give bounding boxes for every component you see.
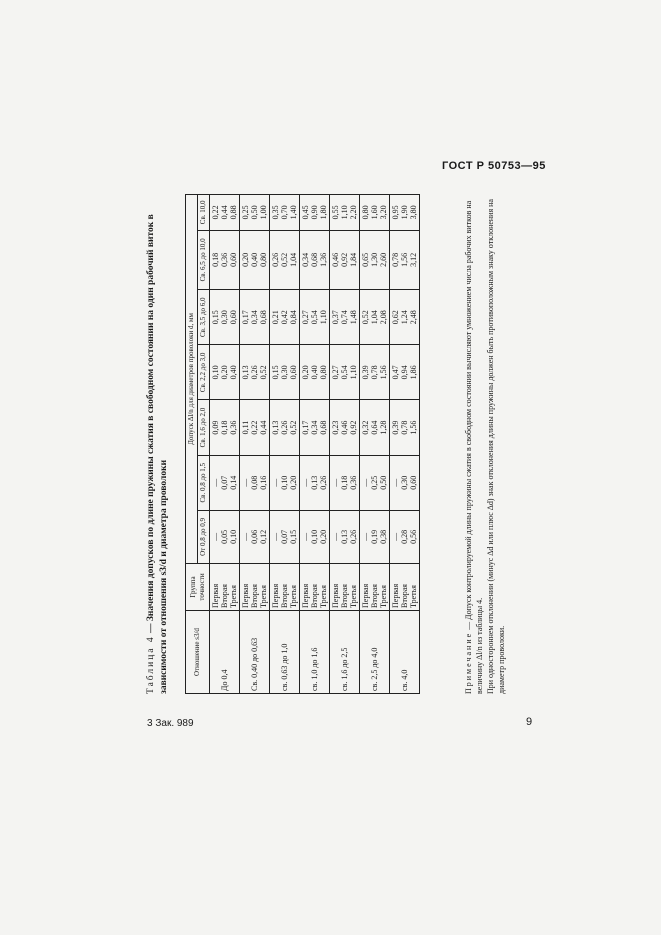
tolerance-value: 0,30 (220, 310, 229, 325)
tolerance-value: 0,23 (331, 420, 340, 435)
tolerance-cell (210, 290, 240, 345)
tolerance-value: 0,10 (280, 475, 289, 490)
tolerance-value: — (361, 532, 370, 541)
group-name: Первая (241, 583, 250, 608)
table-row (270, 195, 300, 694)
tolerance-value: 0,84 (289, 310, 298, 325)
group-cell (390, 564, 420, 611)
tolerance-value: 0,26 (280, 420, 289, 435)
tolerance-value: 0,26 (271, 252, 280, 267)
diameter-header: Св. 1,6 до 2,0 (198, 400, 210, 455)
tolerance-value: 1,28 (379, 420, 388, 435)
tolerance-value: 0,26 (250, 365, 259, 380)
group-cell (210, 564, 240, 611)
tolerance-value: 0,18 (211, 252, 220, 267)
tolerance-cell (270, 455, 300, 510)
note-label: Примечание (464, 631, 473, 694)
tolerance-value: 3,20 (379, 205, 388, 220)
group-name: Третья (409, 585, 418, 608)
tolerance-cell (300, 455, 330, 510)
tolerance-cell (390, 230, 420, 290)
ratio-cell: св. 1,6 до 2,5 (330, 611, 360, 694)
tolerance-cell (240, 345, 270, 400)
tolerance-value: — (241, 478, 250, 487)
tolerance-cell (270, 345, 300, 400)
header-tolerance: Допуск Δl/n для диаметров проволоки d, мм (186, 195, 198, 564)
tolerance-value: 0,11 (241, 420, 250, 435)
tolerance-value: — (271, 532, 280, 541)
tolerance-value: 0,40 (310, 365, 319, 380)
tolerance-value: 0,36 (229, 420, 238, 435)
document-id: ГОСТ Р 50753—95 (442, 160, 546, 172)
tolerance-value: — (271, 478, 280, 487)
tolerance-value: 0,52 (289, 420, 298, 435)
tolerance-cell (330, 195, 360, 231)
tolerance-value: 0,65 (361, 252, 370, 267)
tolerance-value: 1,86 (409, 365, 418, 380)
tolerance-value: 1,04 (289, 252, 298, 267)
tolerance-cell (360, 510, 390, 563)
table-caption (145, 194, 171, 694)
tolerance-value: 0,45 (301, 205, 310, 220)
tolerance-value: 0,60 (229, 310, 238, 325)
tolerance-value: 0,39 (391, 420, 400, 435)
tolerance-value: 0,20 (289, 475, 298, 490)
tolerance-cell (330, 510, 360, 563)
tolerance-cell (270, 400, 300, 455)
group-name: Первая (301, 583, 310, 608)
table-body (210, 195, 420, 694)
tolerance-value: 1,36 (319, 252, 328, 267)
header-tolerance-text: Допуск Δl/n для диаметров проволоки d (187, 325, 195, 445)
tolerance-value: 1,10 (340, 205, 349, 220)
tolerance-value: 3,12 (409, 252, 418, 267)
tolerance-cell (360, 345, 390, 400)
tolerance-value: 1,60 (370, 205, 379, 220)
tolerance-cell (390, 455, 420, 510)
tolerance-value: 0,05 (220, 529, 229, 544)
tolerance-value: — (331, 478, 340, 487)
tolerance-value: 0,10 (211, 365, 220, 380)
tolerance-cell (390, 195, 420, 231)
tolerance-cell (210, 455, 240, 510)
tolerance-value: — (211, 478, 220, 487)
tolerance-value: 1,90 (400, 205, 409, 220)
ratio-cell: св. 2,5 до 4,0 (360, 611, 390, 694)
tolerance-value: 0,18 (340, 475, 349, 490)
tolerance-value: 0,68 (319, 420, 328, 435)
table-row (330, 195, 360, 694)
tolerance-cell (360, 400, 390, 455)
tolerance-cell (210, 230, 240, 290)
tolerance-value: 0,10 (310, 529, 319, 544)
diameter-header: Св. 3,5 до 6,0 (198, 290, 210, 345)
tolerance-cell (300, 400, 330, 455)
diameter-header: Св. 10,0 (198, 195, 210, 231)
tolerance-cell (270, 195, 300, 231)
tolerance-cell (330, 455, 360, 510)
tolerance-value: 0,80 (361, 205, 370, 220)
tolerance-cell (270, 510, 300, 563)
tolerance-value: 2,08 (379, 310, 388, 325)
tolerance-value: 0,47 (391, 365, 400, 380)
tolerance-value: 0,26 (349, 529, 358, 544)
tolerance-value: 0,46 (331, 252, 340, 267)
group-name: Третья (349, 585, 358, 608)
ratio-cell: св. 0,63 до 1,0 (270, 611, 300, 694)
tolerance-cell (390, 345, 420, 400)
tolerance-value: 0,07 (280, 529, 289, 544)
tolerance-value: 0,09 (211, 420, 220, 435)
tolerance-value: 0,36 (349, 475, 358, 490)
diameter-header: Св. 0,8 до 1,5 (198, 455, 210, 510)
tolerance-value: 2,20 (349, 205, 358, 220)
ratio-cell: Св. 0,40 до 0,63 (240, 611, 270, 694)
tolerance-value: 0,40 (229, 365, 238, 380)
tolerance-cell (360, 230, 390, 290)
tolerance-value: 1,80 (319, 205, 328, 220)
tolerance-cell (210, 195, 240, 231)
tolerance-cell (300, 290, 330, 345)
tolerance-value: 0,44 (220, 205, 229, 220)
diameter-header: От 0,8 до 0,9 (198, 510, 210, 563)
tolerance-value: 0,56 (409, 529, 418, 544)
tolerance-value: 0,54 (310, 310, 319, 325)
tolerance-value: 0,36 (220, 252, 229, 267)
tolerance-value: 2,60 (379, 252, 388, 267)
header-group: Группа точности (186, 564, 210, 611)
group-cell (270, 564, 300, 611)
tolerance-cell (240, 455, 270, 510)
group-name: Вторая (250, 584, 259, 608)
tolerance-value: 0,62 (391, 310, 400, 325)
tolerance-value: 0,68 (310, 252, 319, 267)
tolerance-cell (210, 400, 240, 455)
tolerance-cell (360, 290, 390, 345)
tolerance-value: 0,88 (229, 205, 238, 220)
tolerance-value: 1,24 (400, 310, 409, 325)
tolerance-value: 0,60 (229, 252, 238, 267)
tolerance-cell (390, 290, 420, 345)
tolerance-value: 0,17 (301, 420, 310, 435)
tolerance-value: 0,17 (241, 310, 250, 325)
tolerance-value: 0,08 (250, 475, 259, 490)
tolerance-value: 0,20 (220, 365, 229, 380)
tolerance-value: 1,48 (349, 310, 358, 325)
tolerance-value: 0,38 (379, 529, 388, 544)
table-row (360, 195, 390, 694)
print-order: 3 Зак. 989 (147, 718, 194, 729)
tolerance-cell (330, 290, 360, 345)
tolerance-value: 0,95 (391, 205, 400, 220)
table-row (210, 195, 240, 694)
tolerance-value: 0,13 (310, 475, 319, 490)
tolerance-cell (330, 400, 360, 455)
tolerance-value: 0,25 (370, 475, 379, 490)
tolerance-value: 2,48 (409, 310, 418, 325)
note-line-2: При одностороннем отклонении (минус Δd или плюс Δd) знак отклонения длины пружины должен быть противоположным знаку отклонения на диаметр проволоки. (486, 199, 506, 694)
tolerance-value: 0,60 (289, 365, 298, 380)
group-name: Вторая (220, 584, 229, 608)
tolerance-value: — (331, 532, 340, 541)
group-name: Третья (259, 585, 268, 608)
tolerance-value: 0,92 (349, 420, 358, 435)
ratio-cell: св. 1,0 до 1,6 (300, 611, 330, 694)
tolerance-cell (240, 195, 270, 231)
group-cell (360, 564, 390, 611)
tolerance-value: 1,56 (400, 252, 409, 267)
ratio-cell: До 0,4 (210, 611, 240, 694)
tolerance-cell (300, 195, 330, 231)
tolerance-value: 0,54 (340, 365, 349, 380)
group-name: Вторая (340, 584, 349, 608)
table-row (390, 195, 420, 694)
tolerance-value: 0,15 (289, 529, 298, 544)
group-name: Первая (361, 583, 370, 608)
tolerance-value: 0,13 (271, 420, 280, 435)
header-unit: мм (187, 313, 195, 322)
tolerance-value: — (241, 532, 250, 541)
tolerance-value: 0,30 (280, 365, 289, 380)
tolerance-value: 1,10 (319, 310, 328, 325)
tolerance-value: 0,40 (250, 252, 259, 267)
tolerance-table (185, 194, 420, 694)
tolerance-value: 0,34 (310, 420, 319, 435)
tolerance-value: 0,19 (370, 529, 379, 544)
tolerance-cell (300, 345, 330, 400)
tolerance-value: 0,13 (340, 529, 349, 544)
tolerance-value: — (211, 532, 220, 541)
tolerance-value: 0,13 (241, 365, 250, 380)
tolerance-value: 0,35 (271, 205, 280, 220)
tolerance-value: — (391, 532, 400, 541)
tolerance-value: 0,44 (259, 420, 268, 435)
caption-label: Таблица 4 (146, 635, 156, 694)
tolerance-value: 0,22 (250, 420, 259, 435)
tolerance-value: 0,15 (211, 310, 220, 325)
tolerance-value: 0,28 (400, 529, 409, 544)
tolerance-value: 0,92 (340, 252, 349, 267)
tolerance-cell (300, 230, 330, 290)
tolerance-value: 1,56 (409, 420, 418, 435)
tolerance-value: 0,21 (271, 310, 280, 325)
tolerance-value: 0,15 (271, 365, 280, 380)
tolerance-value: 0,30 (400, 475, 409, 490)
tolerance-value: 0,20 (301, 365, 310, 380)
tolerance-value: 0,25 (241, 205, 250, 220)
tolerance-value: 0,39 (361, 365, 370, 380)
table-note (463, 194, 507, 694)
tolerance-value: 0,60 (409, 475, 418, 490)
tolerance-value: 0,52 (259, 365, 268, 380)
tolerance-cell (270, 290, 300, 345)
tolerance-value: — (391, 478, 400, 487)
group-name: Третья (229, 585, 238, 608)
tolerance-value: 0,34 (250, 310, 259, 325)
tolerance-value: 0,52 (280, 252, 289, 267)
tolerance-value: 0,20 (319, 529, 328, 544)
tolerance-cell (360, 455, 390, 510)
tolerance-value: 0,34 (301, 252, 310, 267)
tolerance-value: 0,90 (310, 205, 319, 220)
tolerance-value: 0,50 (250, 205, 259, 220)
group-name: Первая (211, 583, 220, 608)
caption-text: — Значения допусков по длине пружины сжатия в свободном состоянии на один рабочий виток в зависимости от отношения s3/d и диаметра проволоки (146, 214, 169, 694)
table-row (300, 195, 330, 694)
tolerance-value: 0,70 (280, 205, 289, 220)
tolerance-value: 0,22 (211, 205, 220, 220)
tolerance-value: 0,74 (340, 310, 349, 325)
group-name: Вторая (400, 584, 409, 608)
tolerance-value: 0,80 (259, 252, 268, 267)
tolerance-value: — (301, 532, 310, 541)
tolerance-value: 1,56 (379, 365, 388, 380)
group-name: Первая (271, 583, 280, 608)
tolerance-value: 0,37 (331, 310, 340, 325)
group-cell (300, 564, 330, 611)
tolerance-cell (270, 230, 300, 290)
tolerance-cell (210, 510, 240, 563)
tolerance-value: 3,80 (409, 205, 418, 220)
group-name: Третья (379, 585, 388, 608)
diameter-header: Св. 6,5 до 10,0 (198, 230, 210, 290)
tolerance-value: 1,04 (370, 310, 379, 325)
tolerance-value: 0,80 (319, 365, 328, 380)
tolerance-value: 0,32 (361, 420, 370, 435)
tolerance-value: 1,40 (289, 205, 298, 220)
tolerance-value: — (361, 478, 370, 487)
tolerance-value: 0,68 (259, 310, 268, 325)
group-name: Вторая (370, 584, 379, 608)
tolerance-value: 0,78 (400, 420, 409, 435)
tolerance-cell (240, 400, 270, 455)
tolerance-value: 1,84 (349, 252, 358, 267)
tolerance-value: 1,00 (259, 205, 268, 220)
tolerance-cell (240, 290, 270, 345)
tolerance-cell (240, 510, 270, 563)
tolerance-value: 0,14 (229, 475, 238, 490)
rotated-table-block (145, 194, 525, 694)
tolerance-value: 0,16 (259, 475, 268, 490)
tolerance-value: 0,18 (220, 420, 229, 435)
group-name: Вторая (280, 584, 289, 608)
tolerance-cell (300, 510, 330, 563)
tolerance-value: 0,20 (241, 252, 250, 267)
tolerance-value: 0,78 (391, 252, 400, 267)
tolerance-value: 0,12 (259, 529, 268, 544)
diameter-header: Св. 2,2 до 3,0 (198, 345, 210, 400)
tolerance-value: 0,55 (331, 205, 340, 220)
tolerance-value: 0,26 (319, 475, 328, 490)
group-name: Третья (319, 585, 328, 608)
tolerance-value: 0,94 (400, 365, 409, 380)
group-name: Третья (289, 585, 298, 608)
tolerance-value: 1,10 (349, 365, 358, 380)
tolerance-cell (330, 345, 360, 400)
tolerance-cell (390, 510, 420, 563)
group-cell (240, 564, 270, 611)
tolerance-value: — (301, 478, 310, 487)
note-line-1: — Допуск контролируемой длины пружины сжатия в свободном состоянии вычисляют умножением числа рабочих витков на величину Δl/n из таблицы 4. (464, 200, 484, 694)
group-name: Первая (331, 583, 340, 608)
tolerance-value: 0,07 (220, 475, 229, 490)
page-number: 9 (526, 716, 533, 728)
tolerance-value: 0,52 (361, 310, 370, 325)
tolerance-value: 0,42 (280, 310, 289, 325)
tolerance-value: 0,46 (340, 420, 349, 435)
group-cell (330, 564, 360, 611)
tolerance-value: 0,64 (370, 420, 379, 435)
tolerance-value: 0,27 (331, 365, 340, 380)
tolerance-cell (330, 230, 360, 290)
group-name: Вторая (310, 584, 319, 608)
tolerance-cell (240, 230, 270, 290)
header-ratio: Отношение s3/d (186, 611, 210, 694)
tolerance-value: 0,78 (370, 365, 379, 380)
tolerance-value: 1,30 (370, 252, 379, 267)
tolerance-cell (390, 400, 420, 455)
tolerance-cell (360, 195, 390, 231)
tolerance-value: 0,50 (379, 475, 388, 490)
group-name: Первая (391, 583, 400, 608)
tolerance-cell (210, 345, 240, 400)
table-row (240, 195, 270, 694)
ratio-cell: св. 4,0 (390, 611, 420, 694)
tolerance-value: 0,27 (301, 310, 310, 325)
tolerance-value: 0,06 (250, 529, 259, 544)
tolerance-value: 0,10 (229, 529, 238, 544)
